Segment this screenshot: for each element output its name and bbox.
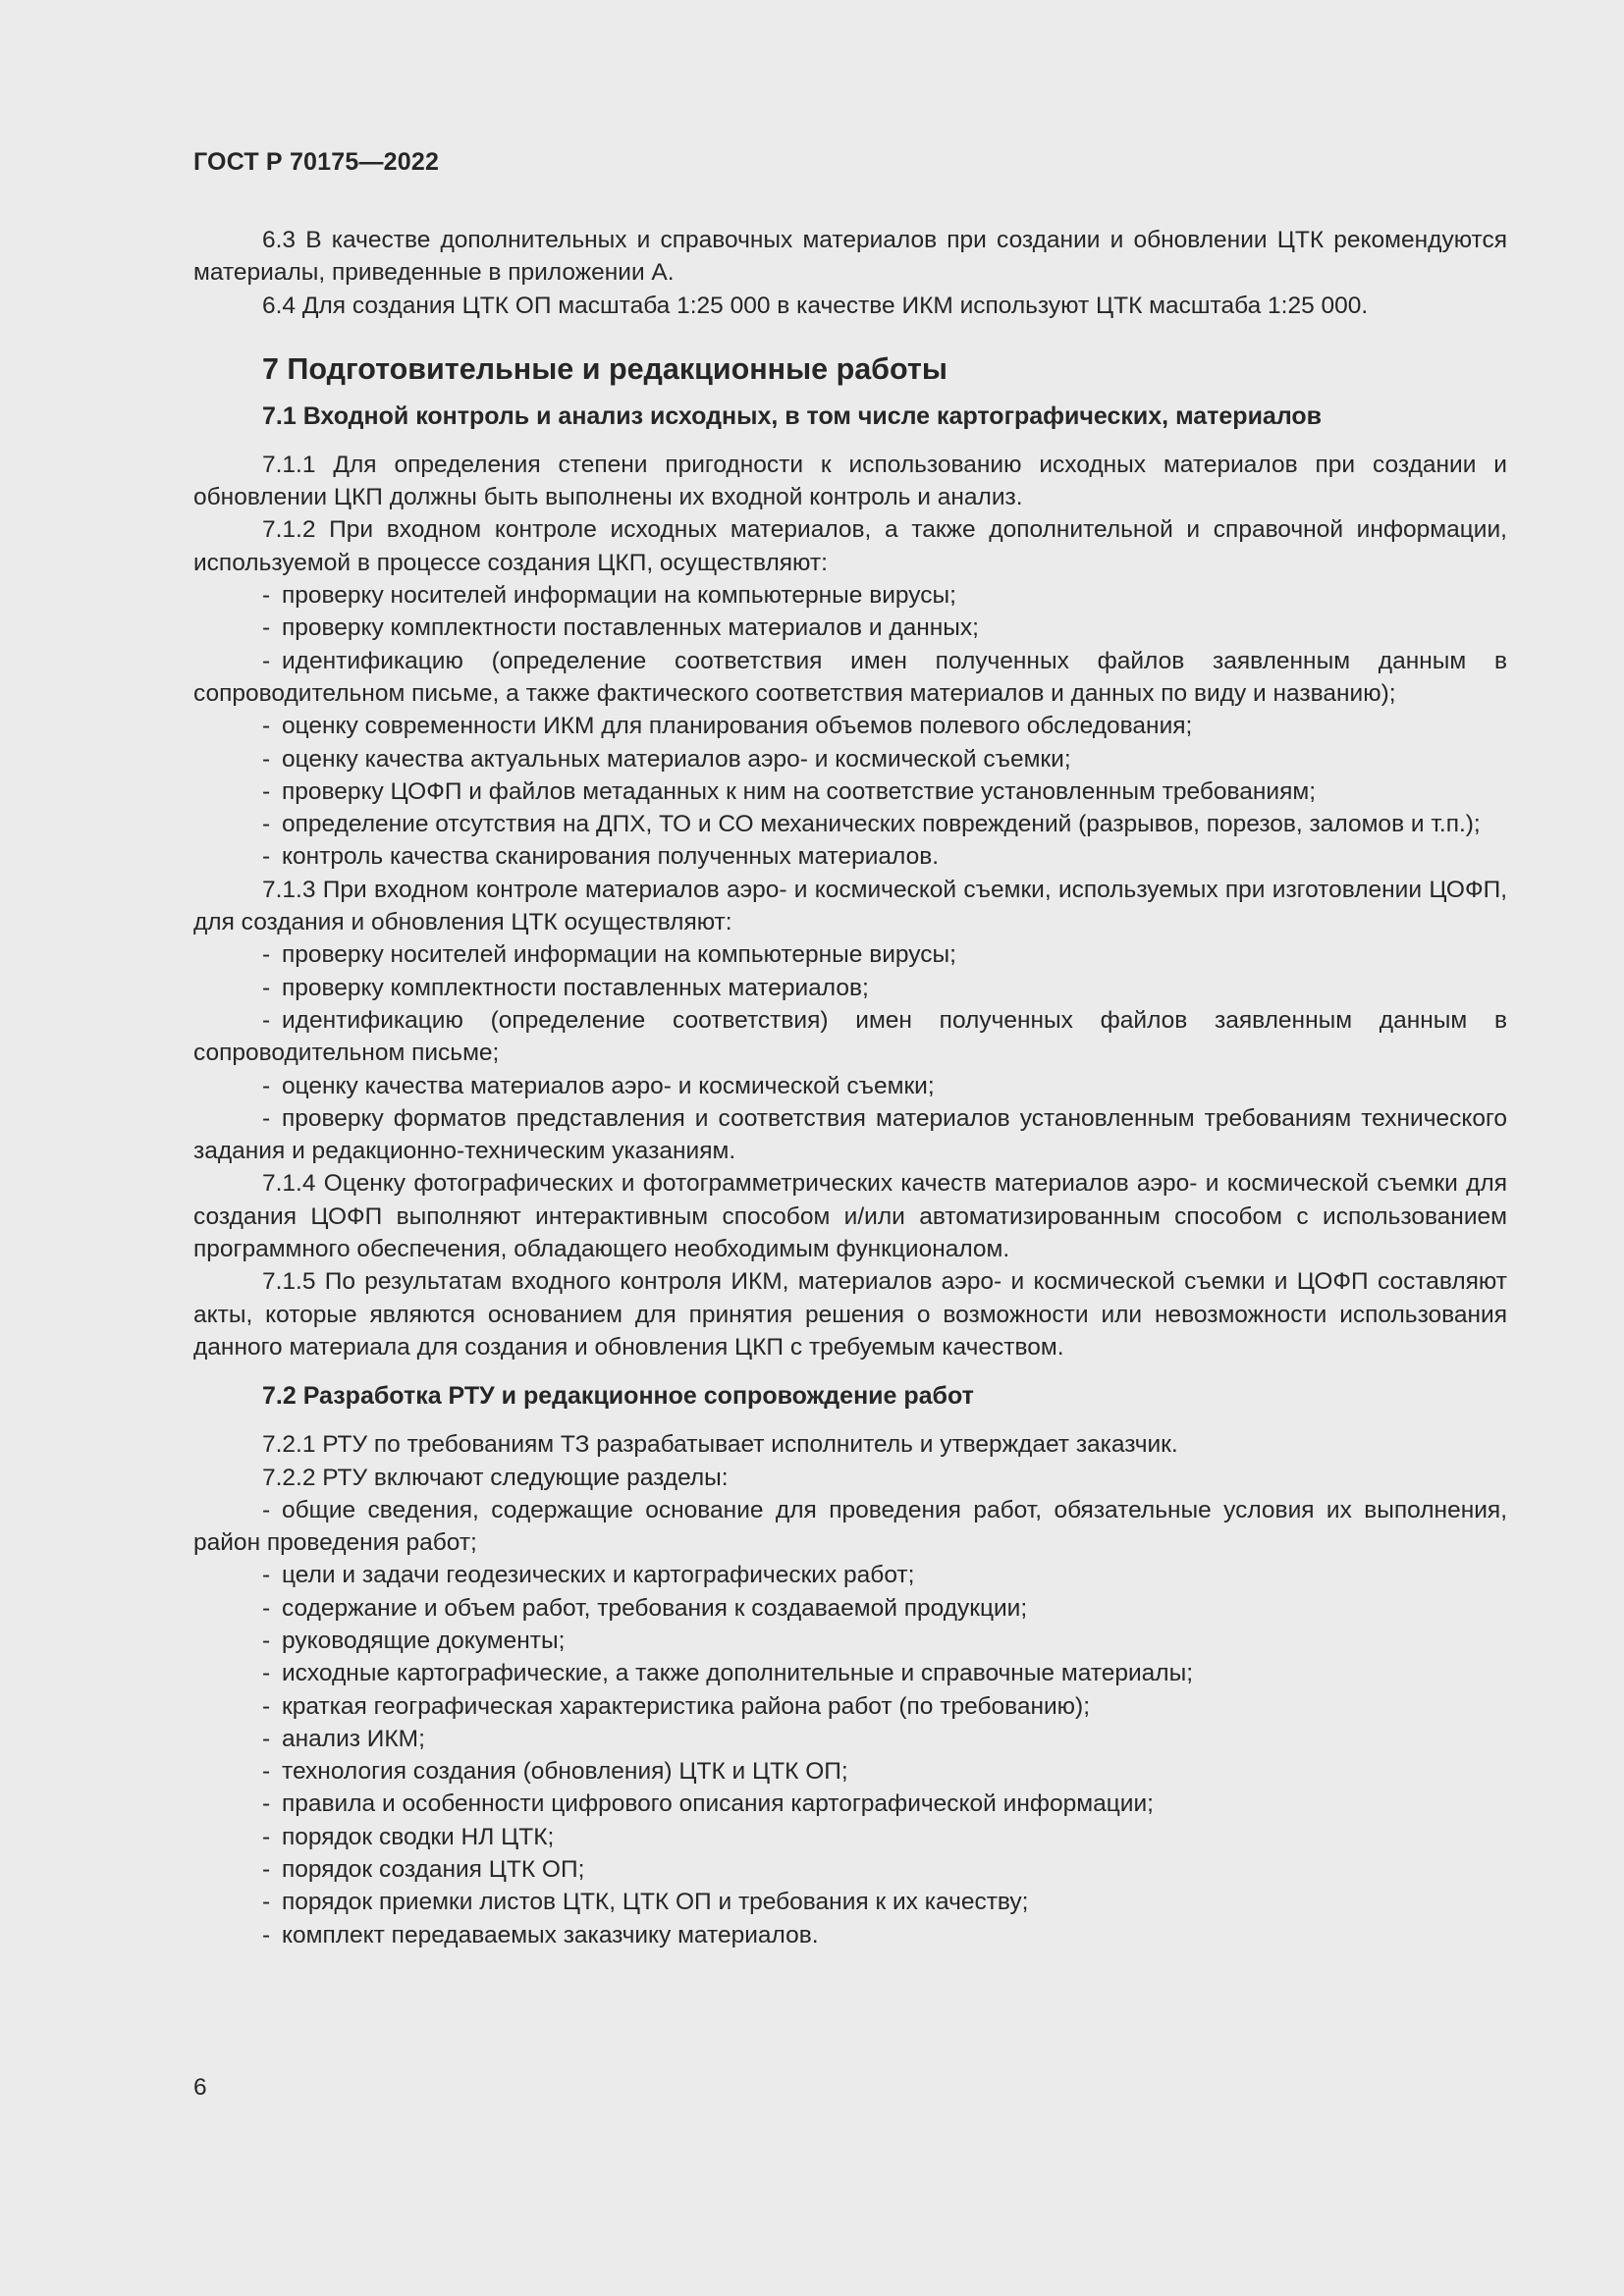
list-item: - проверку комплектности поставленных материалов и данных; — [262, 614, 979, 642]
paragraph-7-1-2: 7.1.2 При входном контроле исходных материалов, а также дополнительной и справочной информации, используемой в процессе создания ЦКП, осуществляют: — [193, 516, 1507, 576]
paragraph-7-1-4: 7.1.4 Оценку фотографических и фотограмметрических качеств материалов аэро- и космической съемки для создания ЦОФП выполняют интерактивным способом и/или автоматизированным способом с использованием программного обеспечения, обладающего необходимым функционалом. — [193, 1170, 1507, 1263]
list-item: - оценку современности ИКМ для планирования объемов полевого обследования; — [262, 713, 1193, 740]
paragraph-6-4: 6.4 Для создания ЦТК ОП масштаба 1:25 000 в качестве ИКМ используют ЦТК масштаба 1:25 000. — [262, 292, 1369, 319]
list-item: - проверку носителей информации на компьютерные вирусы; — [262, 582, 956, 610]
section-7-title: 7 Подготовительные и редакционные работы — [262, 351, 947, 386]
list-item: - определение отсутствия на ДПХ, ТО и СО механических повреждений (разрывов, порезов, заломов и т.п.); — [262, 811, 1481, 838]
list-item: - краткая географическая характеристика района работ (по требованию); — [262, 1692, 1091, 1720]
list-item: - комплект передаваемых заказчику материалов. — [262, 1921, 819, 1949]
list-item: - цели и задачи геодезических и картографических работ; — [262, 1562, 915, 1589]
list-item: - оценку качества материалов аэро- и космической съемки; — [262, 1072, 935, 1099]
list-item: - технология создания (обновления) ЦТК и ЦТК ОП; — [262, 1758, 848, 1786]
list-item: - проверку комплектности поставленных материалов; — [262, 974, 869, 1001]
list-item: - проверку форматов представления и соответствия материалов установленным требованиям технического задания и редакционно-техническим указаниям. — [193, 1104, 1507, 1165]
list-item: - порядок создания ЦТК ОП; — [262, 1856, 585, 1884]
list-item: - анализ ИКМ; — [262, 1725, 425, 1752]
paragraph-7-1-1: 7.1.1 Для определения степени пригодности к использованию исходных материалов при создании и обновлении ЦКП должны быть выполнены их входной контроль и анализ. — [193, 451, 1507, 511]
paragraph-7-1-5: 7.1.5 По результатам входного контроля ИКМ, материалов аэро- и космической съемки и ЦОФП составляют акты, которые являются основанием для принятия решения о возможности или невозможности использования данного материала для создания и обновления ЦКП с требуемым качеством. — [193, 1268, 1507, 1361]
list-item: - проверку носителей информации на компьютерные вирусы; — [262, 941, 956, 969]
subsection-7-2-title: 7.2 Разработка РТУ и редакционное сопровождение работ — [262, 1382, 974, 1411]
list-item: - проверку ЦОФП и файлов метаданных к ним на соответствие установленным требованиям; — [262, 777, 1317, 805]
paragraph-7-1-3: 7.1.3 При входном контроле материалов аэро- и космической съемки, используемых при изготовлении ЦОФП, для создания и обновления ЦТК осуществляют: — [193, 876, 1507, 936]
list-item: - порядок сводки НЛ ЦТК; — [262, 1823, 555, 1850]
list-item: - оценку качества актуальных материалов аэро- и космической съемки; — [262, 745, 1071, 773]
list-item: - руководящие документы; — [262, 1627, 566, 1654]
page-number: 6 — [193, 2074, 207, 2101]
paragraph-7-2-2: 7.2.2 РТУ включают следующие разделы: — [262, 1464, 729, 1491]
list-item: - порядок приемки листов ЦТК, ЦТК ОП и требования к их качеству; — [262, 1889, 1029, 1916]
list-item: - контроль качества сканирования полученных материалов. — [262, 843, 940, 871]
list-item: - содержание и объем работ, требования к создаваемой продукции; — [262, 1594, 1028, 1622]
subsection-7-1-title: 7.1 Входной контроль и анализ исходных, в том числе картографических, материалов — [262, 401, 1323, 430]
list-item: - идентификацию (определение соответствия имен полученных файлов заявленным данным в сопроводительном письме, а также фактического соответствия материалов и данных по виду и названию); — [193, 647, 1507, 707]
paragraph-6-3: 6.3 В качестве дополнительных и справочных материалов при создании и обновлении ЦТК рекомендуются материалы, приведенные в приложении А. — [193, 227, 1507, 287]
list-item: - правила и особенности цифрового описания картографической информации; — [262, 1790, 1154, 1818]
document-body — [193, 224, 1507, 1951]
list-item: - идентификацию (определение соответствия) имен полученных файлов заявленным данным в сопроводительном письме; — [193, 1006, 1507, 1067]
list-item: - общие сведения, содержащие основание для проведения работ, обязательные условия их выполнения, район проведения работ; — [193, 1496, 1507, 1557]
paragraph-7-2-1: 7.2.1 РТУ по требованиям ТЗ разрабатывает исполнитель и утверждает заказчик. — [262, 1431, 1178, 1459]
list-item: - исходные картографические, а также дополнительные и справочные материалы; — [262, 1660, 1194, 1687]
document-header: ГОСТ Р 70175—2022 — [193, 148, 440, 176]
